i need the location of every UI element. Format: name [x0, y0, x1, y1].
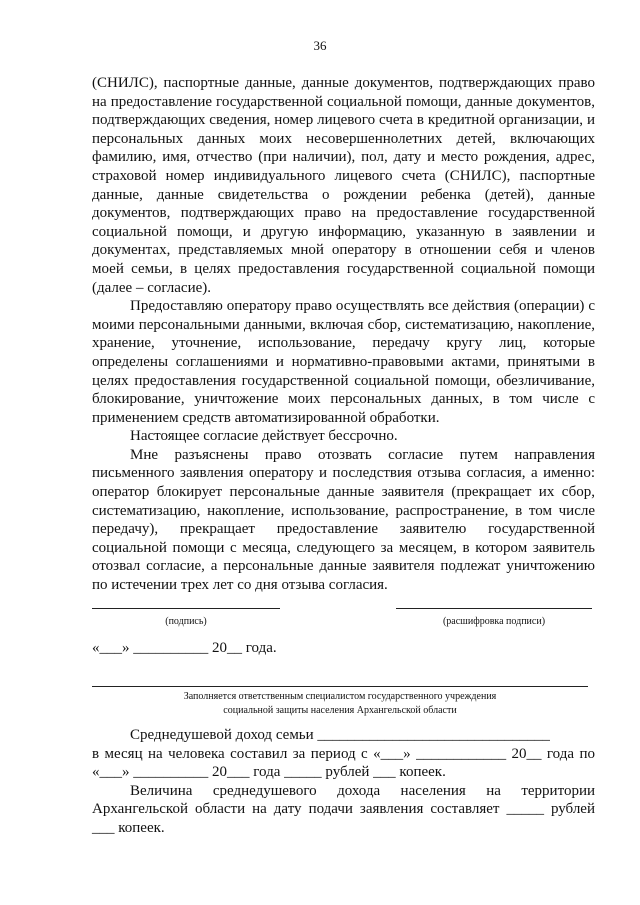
specialist-note-line-2: социальной защиты населения Архангельской области	[223, 705, 457, 716]
section-divider	[92, 686, 588, 687]
signature-decoding-line	[396, 608, 592, 609]
consent-paragraph-operations: Предоставляю оператору право осуществлять все действия (операции) с моими персональными данными, включая сбор, систематизацию, накопление, хранение, уточнение, использование, передачу кругу лиц, которые определены соглашениями и нормативно-правовыми актами, принятыми в целях предоставления государственной социальной помощи, обезличивание, блокирование, уничтожение моих персональных данных, в том числе с применением средств автоматизированной обработки.	[92, 298, 595, 426]
consent-body	[92, 74, 595, 595]
signature-caption: (подпись)	[165, 616, 207, 627]
signature-date-line: «___» __________ 20__ года.	[92, 640, 277, 656]
consent-paragraph-data-list: (СНИЛС), паспортные данные, данные документов, подтверждающих право на предоставление государственной социальной помощи, данные документов, подтверждающих сведения, номер лицевого счета в кредитной организации, и персональных данных моих несовершеннолетних детей, включающих фамилию, имя, отчество (при наличии), пол, дату и место рождения, адрес, страховой номер индивидуального лицевого счета (СНИЛС), паспортные данные, данные свидетельства о рождении ребенка (детей), данные документов, подтверждающих право на предоставление государственной социальной помощи, и другую информацию, указанную в заявлении и документах, представляемых мной оператору в отношении себя и членов моей семьи, в целях предоставления государственной социальной помощи (далее – согласие).	[92, 75, 595, 296]
consent-paragraph-revocation: Мне разъяснены право отозвать согласие путем направления письменного заявления оператору и последствия отзыва согласия, а именно: оператор блокирует персональные данные заявителя (прекращает их сбор, систематизацию, накопление, использование, распространение, в том числе передачу), прекращает предоставление заявителю государственной социальной помощи с месяца, следующего за месяцем, в котором заявитель отозвал согласие, а персональные данные заявителя подлежат уничтожению по истечении трех лет со дня отзыва согласия.	[92, 446, 595, 594]
signature-line	[92, 608, 280, 609]
signature-decoding-caption: (расшифровка подписи)	[442, 616, 546, 627]
consent-paragraph-validity: Настоящее согласие действует бессрочно.	[130, 428, 398, 445]
income-section	[92, 726, 595, 838]
income-line-period: в месяц на человека составил за период с «___» ____________ 20__ года по «___» __________ 20___ года _____ рублей ___ копеек.	[92, 745, 595, 781]
income-line-family: Среднедушевой доход семьи _______________________________	[130, 727, 550, 743]
specialist-note	[92, 690, 588, 718]
page-number: 36	[313, 38, 327, 53]
income-line-regional-average: Величина среднедушевого дохода населения на территории Архангельской области на дату подачи заявления составляет _____ рублей ___ копеек.	[92, 782, 595, 836]
specialist-note-line-1: Заполняется ответственным специалистом государственного учреждения	[183, 691, 497, 702]
